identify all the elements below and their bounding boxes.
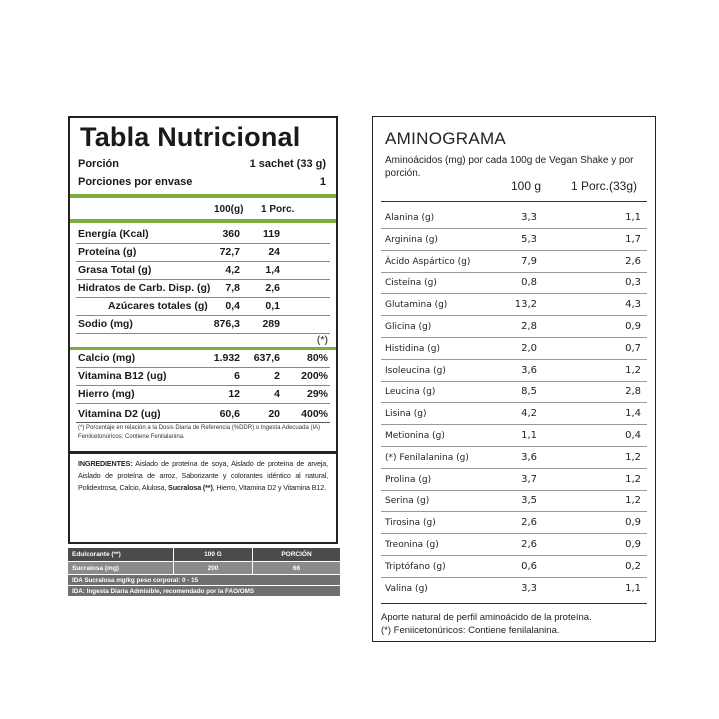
nutrient-per-100g: 1.932 xyxy=(213,352,240,364)
sweetener-data-row xyxy=(68,561,340,574)
row-divider xyxy=(76,403,330,404)
divider-line xyxy=(76,422,330,423)
amino-per-portion: 1,2 xyxy=(625,495,641,506)
amino-per-portion: 1,1 xyxy=(625,583,641,594)
amino-per-100g: 3,3 xyxy=(521,583,537,594)
nutrient-name: Calcio (mg) xyxy=(78,352,136,364)
row-divider xyxy=(76,367,330,368)
amino-per-portion: 0,4 xyxy=(625,430,641,441)
nutrient-name: Vitamina B12 (ug) xyxy=(78,370,167,382)
amino-name: Ácido Aspártico (g) xyxy=(385,257,471,267)
amino-per-portion: 1,2 xyxy=(625,452,641,463)
amino-row xyxy=(385,495,641,511)
sweetener-table xyxy=(68,548,340,596)
nutrient-per-portion: 4 xyxy=(274,388,280,400)
amino-row xyxy=(385,430,641,446)
nutrient-per-100g: 4,2 xyxy=(225,264,240,276)
sweetener-header-name: Edulcorante (**) xyxy=(72,551,121,558)
amino-row xyxy=(385,277,641,293)
amino-per-100g: 8,5 xyxy=(521,386,537,397)
amino-name: Triptófano (g) xyxy=(385,562,446,572)
amino-row xyxy=(385,474,641,490)
footnote-ddr: (*) Porcentaje en relación a la Dosis Diaria de Referencia (%DDR) o Ingesta Adecuada (IA) xyxy=(78,425,321,431)
amino-row-divider xyxy=(381,250,647,251)
nutrient-pct-ddr: 80% xyxy=(306,352,328,364)
aminogram-col-portion: 1 Porc.(33g) xyxy=(571,179,638,193)
amino-name: Glutamina (g) xyxy=(385,300,448,310)
aminogram-foot-natural: Aporte natural de perfil aminoácido de la proteína. xyxy=(381,612,592,623)
nutrient-pct-ddr: 400% xyxy=(301,408,328,420)
amino-name: (*) Fenilalanina (g) xyxy=(385,453,469,463)
amino-per-portion: 0,3 xyxy=(625,277,641,288)
amino-per-100g: 13,2 xyxy=(514,299,537,310)
nutrient-name: Hidratos de Carb. Disp. (g) xyxy=(78,282,211,294)
amino-per-100g: 5,3 xyxy=(521,234,537,245)
amino-per-100g: 3,6 xyxy=(521,452,537,463)
sweetener-ida-definition: IDA: Ingesta Diaria Admisible, recomendado por la FAO/OMS xyxy=(68,585,340,596)
nutrition-footnote xyxy=(78,424,330,442)
amino-name: Arginina (g) xyxy=(385,235,438,245)
amino-row xyxy=(385,365,641,381)
nutrient-row xyxy=(78,228,330,244)
amino-row xyxy=(385,517,641,533)
nutrient-row xyxy=(78,264,330,280)
portion-row xyxy=(78,158,330,170)
amino-per-100g: 2,6 xyxy=(521,539,537,550)
col-100g-header: 100(g) xyxy=(214,204,244,215)
amino-name: Tirosina (g) xyxy=(385,518,436,528)
aminogram-subtitle: Aminoácidos (mg) por cada 100g de Vegan Shake y por porción. xyxy=(385,155,634,179)
amino-row-divider xyxy=(381,533,647,534)
nutrient-per-100g: 6 xyxy=(234,370,240,382)
amino-row xyxy=(385,321,641,337)
nutrient-per-100g: 7,8 xyxy=(225,282,240,294)
col-portion-header: 1 Porc. xyxy=(261,204,295,215)
nutrient-per-portion: 637,6 xyxy=(253,352,280,364)
nutrient-per-100g: 0,4 xyxy=(225,300,240,312)
amino-per-portion: 0,9 xyxy=(625,517,641,528)
amino-row-divider xyxy=(381,490,647,491)
amino-per-portion: 0,9 xyxy=(625,539,641,550)
nutrient-per-portion: 2 xyxy=(274,370,280,382)
ingredients-list: Aislado de proteína de soya, Aislado de proteína de arveja, Aislado de proteína de arroz, Saborizante y colorantes idéntico al natural, Polidextrosa, Calcio, Alulosa, xyxy=(78,459,328,492)
aminogram-panel xyxy=(372,116,656,642)
amino-row xyxy=(385,343,641,359)
nutrient-per-portion: 2,6 xyxy=(265,282,280,294)
amino-row-divider xyxy=(381,577,647,578)
nutrient-per-portion: 289 xyxy=(262,318,280,330)
aminogram-footnote xyxy=(381,611,651,637)
nutrient-pct-ddr: 29% xyxy=(306,388,328,400)
amino-row xyxy=(385,212,641,228)
nutrient-per-portion: 1,4 xyxy=(265,264,280,276)
nutrient-name: Vitamina D2 (ug) xyxy=(78,408,161,420)
divider-green xyxy=(70,347,336,350)
aminogram-col-100g: 100 g xyxy=(511,179,542,193)
nutrient-pct-ddr: 200% xyxy=(301,370,328,382)
ingredients-label: INGREDIENTES: xyxy=(78,459,133,468)
amino-name: Treonina (g) xyxy=(385,540,439,550)
amino-name: Metionina (g) xyxy=(385,431,445,441)
amino-per-100g: 1,1 xyxy=(521,430,537,441)
divider-thick xyxy=(70,451,336,454)
pct-header: (*) xyxy=(316,334,328,346)
amino-row xyxy=(385,386,641,402)
row-divider xyxy=(76,243,330,244)
ingredients-sweetener: Sucralosa (**) xyxy=(168,483,213,492)
sweetener-header-100g: 100 G xyxy=(173,548,252,561)
amino-name: Serina (g) xyxy=(385,496,430,506)
amino-name: Alanina (g) xyxy=(385,213,435,223)
amino-row-divider xyxy=(381,359,647,360)
amino-per-100g: 2,8 xyxy=(521,321,537,332)
amino-name: Valina (g) xyxy=(385,584,428,594)
portions-value: 1 xyxy=(319,176,326,188)
nutrient-name: Azúcares totales (g) xyxy=(108,300,208,312)
sweetener-header-portion: PORCIÓN xyxy=(252,548,340,561)
nutrient-name: Sodio (mg) xyxy=(78,318,133,330)
amino-per-100g: 3,5 xyxy=(521,495,537,506)
amino-row-divider xyxy=(381,293,647,294)
portion-label: Porción xyxy=(78,158,119,170)
nutrient-name: Hierro (mg) xyxy=(78,388,135,400)
row-divider xyxy=(76,315,330,316)
micronutrient-row xyxy=(78,370,330,386)
amino-row xyxy=(385,539,641,555)
ingredients-text xyxy=(78,458,328,494)
amino-name: Histidina (g) xyxy=(385,344,441,354)
row-divider xyxy=(76,297,330,298)
sweetener-100g: 200 xyxy=(173,562,252,574)
divider-green xyxy=(70,219,336,223)
amino-per-100g: 2,6 xyxy=(521,517,537,528)
amino-row xyxy=(385,256,641,272)
nutrient-per-100g: 876,3 xyxy=(213,318,240,330)
sweetener-ida-note: IDA Sucralosa mg/kg peso corporal: 0 - 15 xyxy=(68,574,340,585)
nutrient-per-100g: 12 xyxy=(228,388,240,400)
amino-per-portion: 1,2 xyxy=(625,474,641,485)
nutrient-per-100g: 60,6 xyxy=(219,408,240,420)
amino-row xyxy=(385,452,641,468)
nutrient-per-100g: 72,7 xyxy=(219,246,240,258)
amino-per-100g: 4,2 xyxy=(521,408,537,419)
amino-row-divider xyxy=(381,381,647,382)
amino-name: Glicina (g) xyxy=(385,322,432,332)
amino-row-divider xyxy=(381,424,647,425)
amino-name: Cisteína (g) xyxy=(385,278,437,288)
amino-per-100g: 7,9 xyxy=(521,256,537,267)
amino-row-divider xyxy=(381,402,647,403)
amino-row xyxy=(385,408,641,424)
portion-value: 1 sachet (33 g) xyxy=(249,158,326,170)
amino-per-100g: 0,8 xyxy=(521,277,537,288)
amino-per-100g: 0,6 xyxy=(521,561,537,572)
amino-per-portion: 0,9 xyxy=(625,321,641,332)
nutrient-name: Proteína (g) xyxy=(78,246,137,258)
amino-row-divider xyxy=(381,511,647,512)
amino-per-100g: 3,3 xyxy=(521,212,537,223)
aminogram-header-divider xyxy=(381,201,647,202)
column-header-row xyxy=(78,204,330,220)
sweetener-name: Sucralosa (mg) xyxy=(72,564,119,572)
amino-per-portion: 0,7 xyxy=(625,343,641,354)
amino-row-divider xyxy=(381,446,647,447)
amino-row xyxy=(385,561,641,577)
row-divider xyxy=(76,333,330,334)
nutrient-per-100g: 360 xyxy=(222,228,240,240)
amino-row-divider xyxy=(381,315,647,316)
amino-per-portion: 1,4 xyxy=(625,408,641,419)
aminogram-foot-phenylketonuric: (*) Feniicetonúricos: Contiene fenilalanina. xyxy=(381,625,560,636)
amino-row-divider xyxy=(381,468,647,469)
row-divider xyxy=(76,261,330,262)
footnote-phenylketonuric: Fenilcetonúricos: Contiene Fenilalanina. xyxy=(78,434,185,440)
amino-name: Leucina (g) xyxy=(385,387,436,397)
nutrient-per-portion: 24 xyxy=(268,246,280,258)
portions-label: Porciones por envase xyxy=(78,176,193,188)
row-divider xyxy=(76,279,330,280)
amino-name: Prolina (g) xyxy=(385,475,432,485)
nutrient-per-portion: 20 xyxy=(268,408,280,420)
amino-per-portion: 0,2 xyxy=(625,561,641,572)
amino-per-portion: 2,8 xyxy=(625,386,641,397)
nutrient-row xyxy=(78,282,330,298)
amino-per-100g: 3,7 xyxy=(521,474,537,485)
amino-per-portion: 1,2 xyxy=(625,365,641,376)
amino-per-portion: 1,7 xyxy=(625,234,641,245)
sweetener-portion: 66 xyxy=(252,562,340,574)
nutrient-row xyxy=(78,318,330,334)
amino-name: Isoleucina (g) xyxy=(385,366,446,376)
portions-per-package-row xyxy=(78,176,330,188)
amino-row xyxy=(385,299,641,315)
amino-row xyxy=(385,583,641,599)
amino-row xyxy=(385,234,641,250)
amino-per-portion: 4,3 xyxy=(625,299,641,310)
amino-per-100g: 3,6 xyxy=(521,365,537,376)
nutrient-per-portion: 0,1 xyxy=(265,300,280,312)
nutrition-title: Tabla Nutricional xyxy=(80,122,301,152)
amino-name: Lisina (g) xyxy=(385,409,427,419)
amino-row-divider xyxy=(381,337,647,338)
nutrient-name: Grasa Total (g) xyxy=(78,264,152,276)
amino-bottom-divider xyxy=(381,603,647,604)
nutrient-name: Energía (Kcal) xyxy=(78,228,149,240)
amino-per-portion: 2,6 xyxy=(625,256,641,267)
row-divider xyxy=(76,385,330,386)
nutrition-facts-panel xyxy=(68,116,338,544)
micronutrient-row xyxy=(78,352,330,368)
divider-green xyxy=(70,194,336,198)
amino-row-divider xyxy=(381,228,647,229)
ingredients-list-end: , Hierro, Vitamina D2 y Vitamina B12. xyxy=(212,483,326,492)
amino-row-divider xyxy=(381,555,647,556)
nutrient-row xyxy=(78,246,330,262)
aminogram-title: AMINOGRAMA xyxy=(385,129,507,148)
amino-per-100g: 2,0 xyxy=(521,343,537,354)
sweetener-header-row xyxy=(68,548,340,561)
nutrient-row xyxy=(78,300,330,316)
amino-per-portion: 1,1 xyxy=(625,212,641,223)
amino-row-divider xyxy=(381,272,647,273)
nutrient-per-portion: 119 xyxy=(263,228,280,240)
micronutrient-row xyxy=(78,388,330,404)
